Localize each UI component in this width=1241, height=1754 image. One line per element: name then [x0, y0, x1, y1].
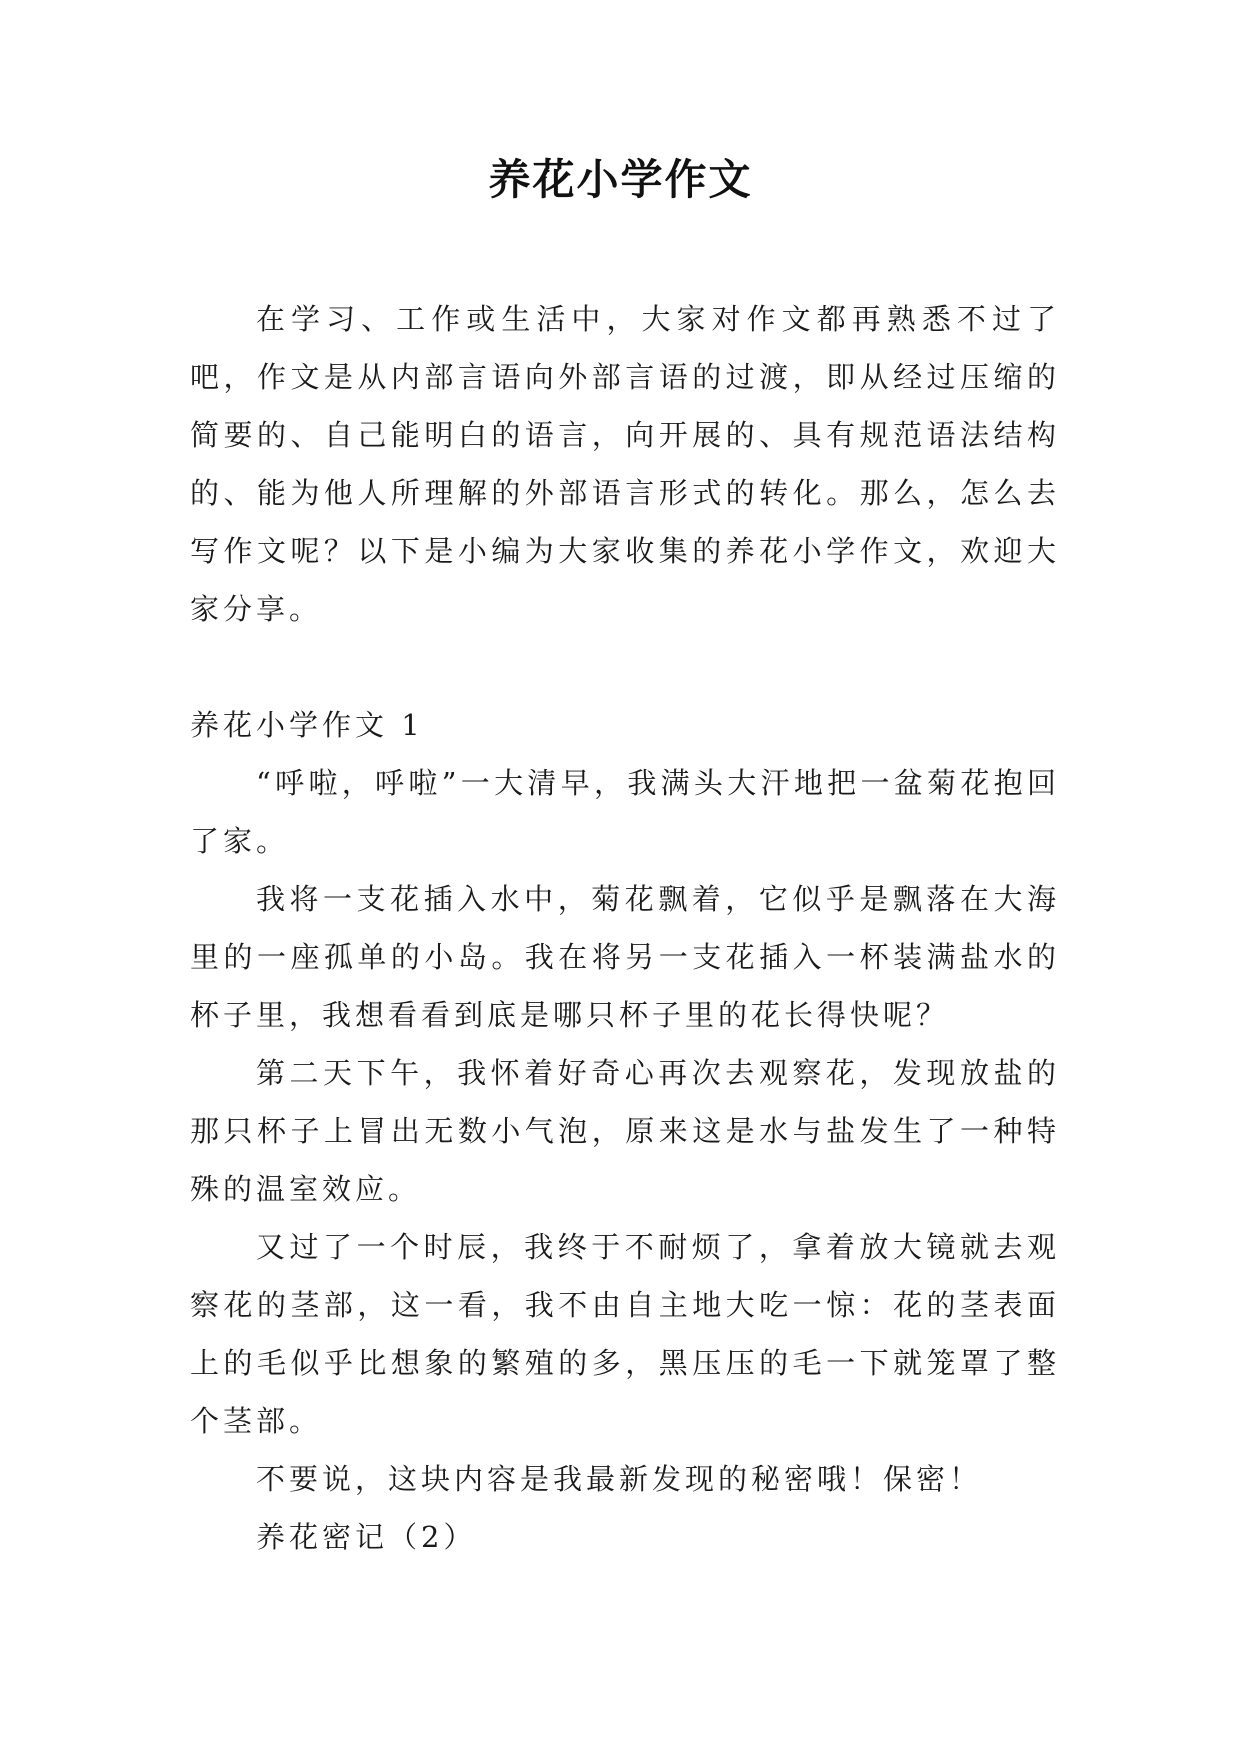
paragraph-6: 养花密记（2） [256, 1520, 477, 1554]
intro-paragraph: 在学习、工作或生活中，大家对作文都再熟悉不过了吧，作文是从内部言语向外部言语的过渡，即从经过压缩的简要的、自己能明白的语言，向开展的、具有规范语法结构的、能为他人所理解的外部语言形式的转化。那么，怎么去写作文呢？以下是小编为大家收集的养花小学作文，欢迎大家分享。 [190, 302, 1060, 626]
document-body [190, 290, 1060, 1566]
section-heading: 养花小学作文 1 [190, 708, 424, 742]
paragraph-3: 第二天下午，我怀着好奇心再次去观察花，发现放盐的那只杯子上冒出无数小气泡，原来这是水与盐发生了一种特殊的温室效应。 [190, 1056, 1060, 1206]
paragraph-4: 又过了一个时辰，我终于不耐烦了，拿着放大镜就去观察花的茎部，这一看，我不由自主地大吃一惊：花的茎表面上的毛似乎比想象的繁殖的多，黑压压的毛一下就笼罩了整个茎部。 [190, 1230, 1060, 1438]
document-title: 养花小学作文 [488, 155, 753, 204]
paragraph-gap [190, 638, 1060, 696]
paragraph-1: “呼啦，呼啦”一大清早，我满头大汗地把一盆菊花抱回了家。 [190, 766, 1060, 858]
paragraph-2: 我将一支花插入水中，菊花飘着，它似乎是飘落在大海里的一座孤单的小岛。我在将另一支花插入一杯装满盐水的杯子里，我想看看到底是哪只杯子里的花长得快呢？ [190, 882, 1060, 1032]
paragraph-5: 不要说，这块内容是我最新发现的秘密哦！保密！ [256, 1462, 983, 1496]
